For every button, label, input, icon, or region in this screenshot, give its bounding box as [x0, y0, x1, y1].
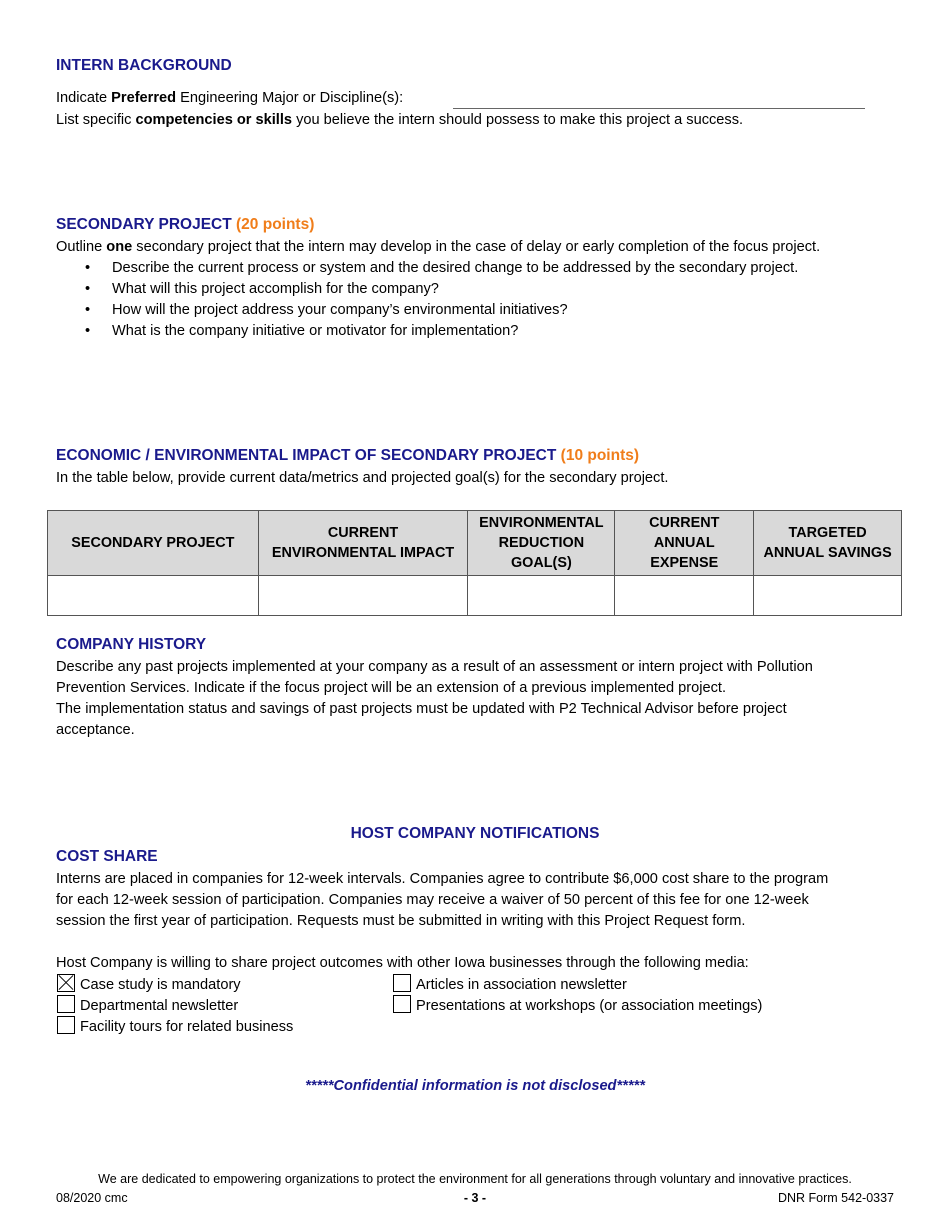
column-header-current-annual-expense: CURRENT ANNUAL EXPENSE	[615, 511, 754, 576]
cost-share-heading: COST SHARE	[56, 848, 158, 865]
competencies-label: List specific competencies or skills you believe the intern should possess to make this project a success.	[56, 112, 744, 128]
media-intro: Host Company is willing to share project outcomes with other Iowa businesses through the following media:	[56, 955, 749, 971]
secondary-project-bullets	[56, 258, 896, 342]
intern-background-heading: INTERN BACKGROUND	[56, 57, 232, 74]
company-history-text-line: Describe any past projects implemented at your company as a result of an assessment or intern project with Pollution	[56, 659, 813, 675]
column-header-current-environmental-impact: CURRENT ENVIRONMENTAL IMPACT	[258, 511, 468, 576]
column-header-targeted-annual-savings: TARGETED ANNUAL SAVINGS	[754, 511, 902, 576]
footer-form-number: DNR Form 542-0337	[777, 1191, 894, 1205]
impact-table	[47, 510, 902, 616]
bullet-icon: •	[85, 323, 91, 339]
footer-mission: We are dedicated to empowering organizations to protect the environment for all generations through voluntary and innovative practices.	[98, 1172, 852, 1186]
host-company-notifications-heading: HOST COMPANY NOTIFICATIONS	[350, 825, 600, 842]
workshop-presentations-checkbox[interactable]	[393, 995, 411, 1013]
cost-share-text-line: Interns are placed in companies for 12-week intervals. Companies agree to contribute $6,000 cost share to the program	[56, 871, 829, 887]
economic-impact-intro: In the table below, provide current data/metrics and projected goal(s) for the secondary project.	[56, 470, 669, 486]
list-item: • What is the company initiative or motivator for implementation?	[56, 321, 896, 342]
column-header-environmental-reduction-goals: ENVIRONMENTAL REDUCTION GOAL(S)	[468, 511, 615, 576]
company-history-text-line: Prevention Services. Indicate if the focus project will be an extension of a previous implemented project.	[56, 680, 727, 696]
preferred-major-label: Indicate Preferred Engineering Major or Discipline(s):	[56, 90, 404, 106]
environmental-reduction-goal-cell[interactable]	[468, 576, 615, 616]
departmental-newsletter-option: Departmental newsletter	[57, 995, 238, 1017]
cost-share-text-line: session the first year of participation. Requests must be submitted in writing with this Project Request form.	[56, 913, 746, 929]
facility-tours-option: Facility tours for related business	[57, 1016, 293, 1038]
footer-form-date: 08/2020 cmc	[56, 1191, 128, 1205]
company-history-text-line: The implementation status and savings of past projects must be updated with P2 Technical Advisor before project	[56, 701, 787, 717]
confidential-notice: *****Confidential information is not disclosed*****	[305, 1078, 645, 1094]
bullet-icon: •	[85, 302, 91, 318]
secondary-project-intro: Outline one secondary project that the intern may develop in the case of delay or early completion of the focus project.	[56, 239, 821, 255]
current-annual-expense-cell[interactable]	[615, 576, 754, 616]
economic-impact-heading: ECONOMIC / ENVIRONMENTAL IMPACT OF SECONDARY PROJECT (10 points)	[56, 447, 640, 464]
case-study-option: Case study is mandatory	[57, 974, 241, 996]
secondary-project-heading: SECONDARY PROJECT (20 points)	[56, 216, 315, 233]
targeted-annual-savings-cell[interactable]	[754, 576, 902, 616]
company-history-text-line: acceptance.	[56, 722, 135, 738]
secondary-project-cell[interactable]	[48, 576, 259, 616]
preferred-major-field[interactable]	[453, 108, 865, 109]
facility-tours-checkbox[interactable]	[57, 1016, 75, 1034]
association-newsletter-checkbox[interactable]	[393, 974, 411, 992]
cost-share-text-line: for each 12-week session of participation. Companies may receive a waiver of 50 percent of this fee for one 12-week	[56, 892, 809, 908]
column-header-secondary-project: SECONDARY PROJECT	[48, 511, 259, 576]
association-newsletter-option: Articles in association newsletter	[393, 974, 627, 996]
list-item: • How will the project address your company’s environmental initiatives?	[56, 300, 896, 321]
page-number: - 3 -	[463, 1191, 487, 1205]
secondary-project-points: (20 points)	[236, 216, 315, 233]
current-environmental-impact-cell[interactable]	[258, 576, 468, 616]
table-header-row	[48, 511, 902, 576]
table-row	[48, 576, 902, 616]
workshop-presentations-option: Presentations at workshops (or association meetings)	[393, 995, 762, 1017]
bullet-icon: •	[85, 260, 91, 276]
company-history-heading: COMPANY HISTORY	[56, 636, 207, 653]
economic-impact-points: (10 points)	[560, 447, 640, 464]
list-item: • What will this project accomplish for the company?	[56, 279, 896, 300]
case-study-checkbox[interactable]	[57, 974, 75, 992]
bullet-icon: •	[85, 281, 91, 297]
list-item: • Describe the current process or system and the desired change to be addressed by the secondary project.	[56, 258, 896, 279]
departmental-newsletter-checkbox[interactable]	[57, 995, 75, 1013]
